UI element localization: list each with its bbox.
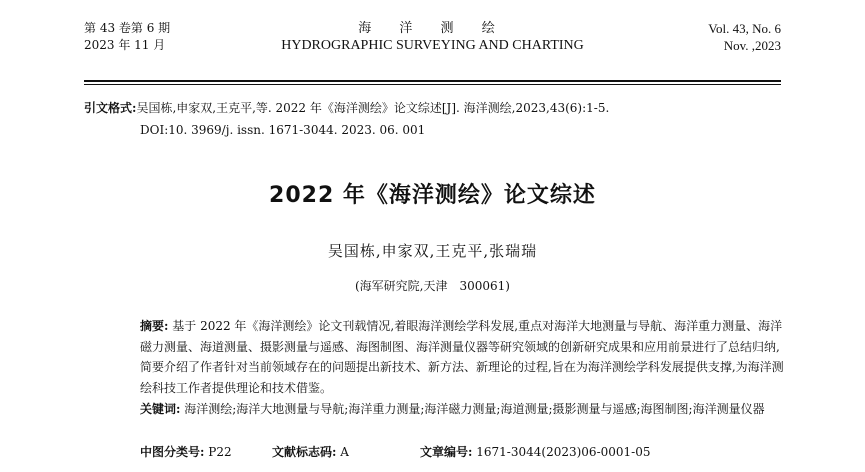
citation-label: 引文格式: bbox=[84, 101, 137, 115]
volume-issue-text: 第 43 卷第 6 期 bbox=[84, 21, 171, 35]
article-metadata bbox=[140, 443, 651, 461]
journal-volume-en bbox=[708, 20, 781, 54]
doi-text[interactable]: DOI:10. 3969/j. issn. 1671-3044. 2023. 06. 001 bbox=[140, 123, 426, 137]
citation-text: 吴国栋,申家双,王克平,等. 2022 年《海洋测绘》论文综述[J]. 海洋测绘,2023,43(6):1-5. bbox=[136, 101, 610, 115]
article-title: 2022 年《海洋测绘》论文综述 bbox=[269, 183, 596, 208]
issue-date-text: 2023 年 11 月 bbox=[84, 38, 166, 52]
clc-value: P22 bbox=[208, 445, 232, 459]
citation-format bbox=[84, 98, 784, 118]
volume-en-text: Vol. 43, No. 6 bbox=[708, 21, 781, 36]
article-number-label: 文章编号: bbox=[420, 445, 473, 459]
keywords bbox=[140, 399, 785, 419]
header-rule-thin bbox=[84, 84, 781, 85]
journal-title-en: HYDROGRAPHIC SURVEYING AND CHARTING bbox=[281, 38, 584, 53]
article-number-value: 1671-3044(2023)06-0001-05 bbox=[476, 445, 651, 459]
keywords-label: 关键词: bbox=[140, 402, 181, 416]
article-authors: 吴国栋,申家双,王克平,张瑞瑞 bbox=[327, 242, 538, 260]
date-en-text: Nov. ,2023 bbox=[723, 38, 781, 53]
header-rule-thick bbox=[84, 80, 781, 82]
abstract-text: 基于 2022 年《海洋测绘》论文刊载情况,着眼海洋测绘学科发展,重点对海洋大地测量与导航、海洋重力测量、海洋磁力测量、海道测量、摄影测量与遥感、海图制图、海洋测量仪器等研究领域的创新研究成果和应用前景进行了总结归纳,简要介绍了作者针对当前领域存在的问题提出新技术、新方法、新理论的过程,旨在为海洋测绘学科发展提供支撑,为海洋测绘科技工作者提供理论和技术借鉴。 bbox=[140, 319, 784, 395]
doc-code-label: 文献标志码: bbox=[272, 445, 337, 459]
author-affiliation: (海军研究院,天津 300061) bbox=[355, 279, 510, 293]
abstract-label: 摘要: bbox=[140, 319, 169, 333]
keywords-text: 海洋测绘;海洋大地测量与导航;海洋重力测量;海洋磁力测量;海道测量;摄影测量与遥感;海图制图;海洋测量仪器 bbox=[184, 402, 765, 416]
clc-label: 中图分类号: bbox=[140, 445, 205, 459]
abstract bbox=[140, 316, 785, 398]
doc-code-value: A bbox=[340, 445, 349, 459]
journal-title-cn: 海 洋 测 绘 bbox=[358, 21, 507, 36]
